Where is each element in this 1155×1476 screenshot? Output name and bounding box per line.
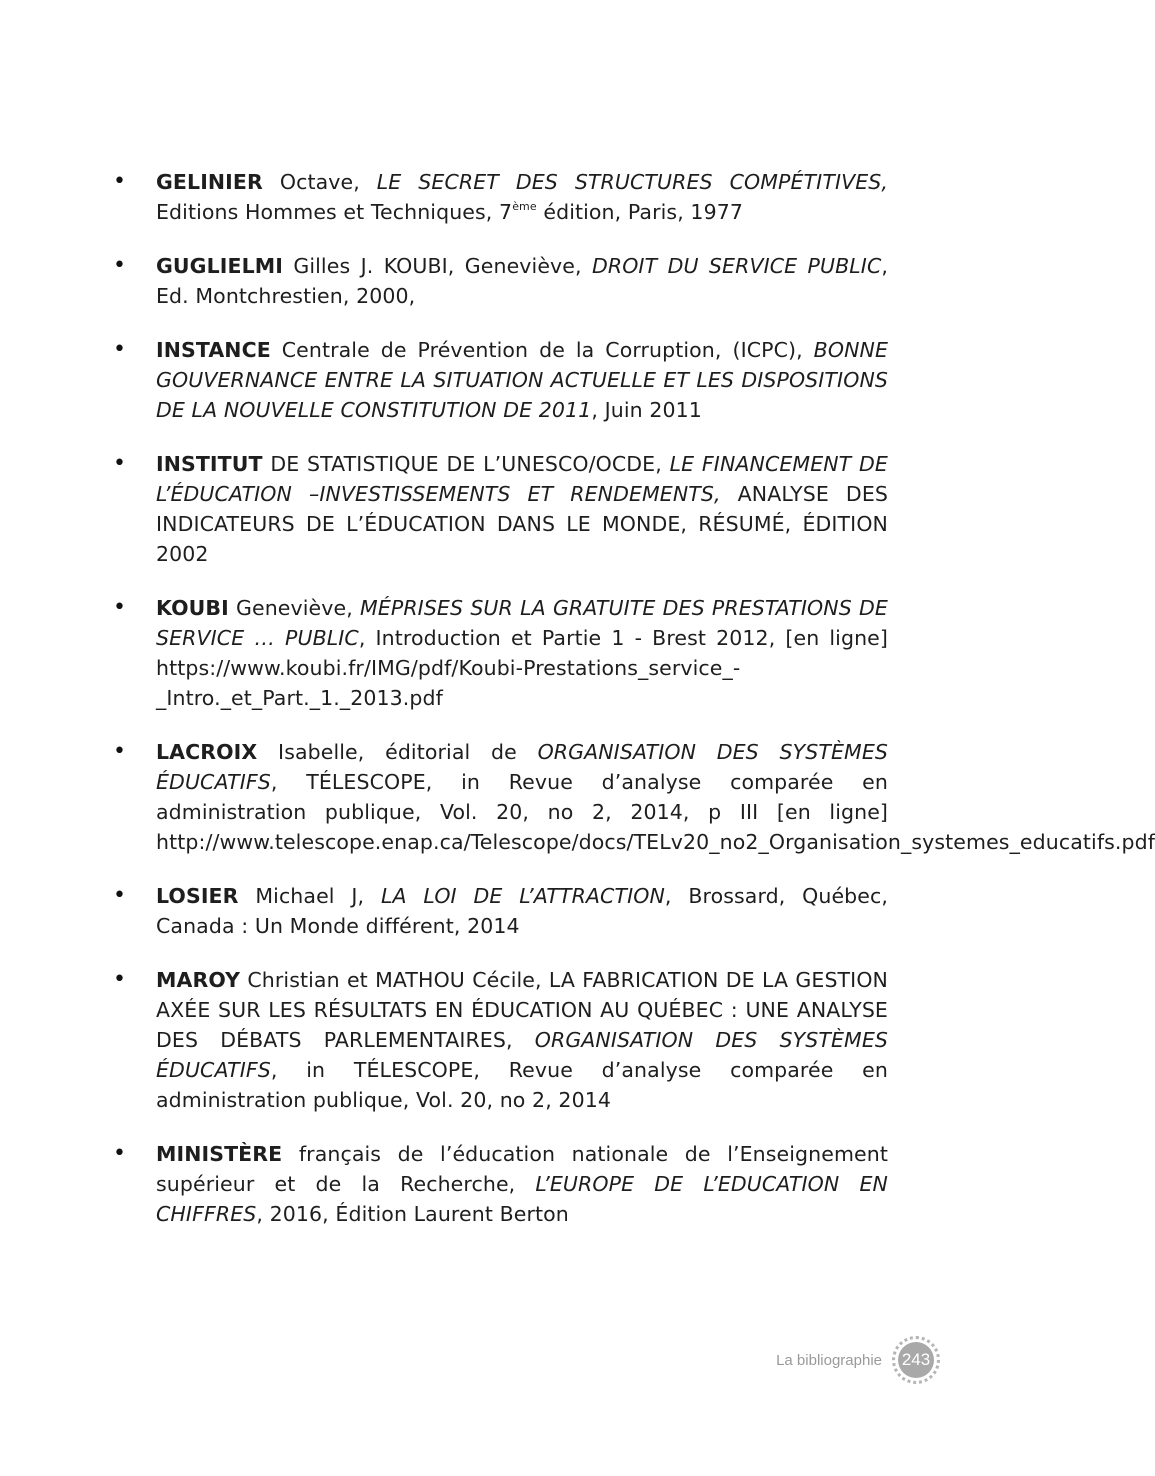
- entry-title: ORGANISATION DES SYSTÈMES ÉDUCATIFS: [156, 1028, 888, 1082]
- entry-title: LE FINANCEMENT DE L’ÉDUCATION –INVESTISSEMENTS ET RENDEMENTS,: [156, 452, 888, 506]
- entry-author: LOSIER: [156, 884, 239, 908]
- entry-text: Geneviève,: [228, 596, 361, 620]
- entry-author: KOUBI: [156, 596, 229, 620]
- bullet-icon: •: [113, 337, 127, 362]
- entry-text: Christian et MATHOU Cécile, LA FABRICATION DE LA GESTION AXÉE SUR LES RÉSULTATS EN ÉDUCATION AU QUÉBEC : UNE ANALYSE DES DÉBATS PARLEMENTAIRES,: [156, 968, 888, 1052]
- entry-text: Isabelle, éditorial de: [257, 740, 538, 764]
- bibliography-entry: [113, 335, 888, 425]
- bibliography-entry: [113, 167, 888, 227]
- entry-text: , Juin 2011: [591, 398, 702, 422]
- entry-text: Centrale de Prévention de la Corruption, (ICPC),: [270, 338, 814, 362]
- entry-text: Editions Hommes et Techniques, 7: [156, 200, 513, 224]
- entry-author: MINISTÈRE: [156, 1142, 283, 1166]
- entry-author: MAROY: [156, 968, 241, 992]
- entry-title: L’EUROPE DE L’EDUCATION EN CHIFFRES: [156, 1172, 888, 1226]
- entry-title: ORGANISATION DES SYSTÈMES ÉDUCATIFS: [156, 740, 888, 794]
- page-number: 243: [898, 1342, 934, 1378]
- entry-text: , TÉLESCOPE, in Revue d’analyse comparée en administration publique, Vol. 20, no 2, 2014, p III [en ligne] http://www.telescope.enap.ca/Telescope/docs/TELv20_no2_Organisation_systemes_educatifs.pdf: [156, 770, 1155, 854]
- bibliography-list: [113, 167, 1155, 1253]
- bullet-icon: •: [113, 967, 127, 992]
- entry-text: , Ed. Montchrestien, 2000,: [156, 254, 888, 308]
- section-label: La bibliographie: [776, 1351, 882, 1369]
- bullet-icon: •: [113, 451, 127, 476]
- entry-author: LACROIX: [156, 740, 258, 764]
- entry-text: Gilles J. KOUBI, Geneviève,: [282, 254, 592, 278]
- page-number-badge: [892, 1336, 940, 1384]
- entry-text: ANALYSE DES INDICATEURS DE L’ÉDUCATION DANS LE MONDE, RÉSUMÉ, ÉDITION 2002: [156, 482, 888, 566]
- entry-text: Michael J,: [238, 884, 381, 908]
- entry-author: INSTANCE: [156, 338, 271, 362]
- entry-author: INSTITUT: [156, 452, 263, 476]
- bullet-icon: •: [113, 739, 127, 764]
- entry-text: DE STATISTIQUE DE L’UNESCO/OCDE,: [262, 452, 670, 476]
- bullet-icon: •: [113, 1141, 127, 1166]
- entry-text: , 2016, Édition Laurent Berton: [256, 1202, 569, 1226]
- bullet-icon: •: [113, 883, 127, 908]
- entry-title: BONNE GOUVERNANCE ENTRE LA SITUATION ACTUELLE ET LES DISPOSITIONS DE LA NOUVELLE CONSTITUTION DE 2011: [156, 338, 888, 422]
- entry-text: , in TÉLESCOPE, Revue d’analyse comparée en administration publique, Vol. 20, no 2, 2014: [156, 1058, 888, 1112]
- bibliography-entry: [113, 881, 888, 941]
- page-footer: [776, 1336, 940, 1384]
- entry-superscript: ème: [512, 200, 537, 213]
- entry-title: MÉPRISES SUR LA GRATUITE DES PRESTATIONS DE SERVICE … PUBLIC: [156, 596, 888, 650]
- bibliography-entry: [113, 737, 1155, 857]
- bibliography-entry: [113, 593, 888, 713]
- entry-author: GUGLIELMI: [156, 254, 283, 278]
- entry-text: , Introduction et Partie 1 - Brest 2012, [en ligne] https://www.koubi.fr/IMG/pdf/Koubi-Prestations_service_-_Intro._et_Part._1._2013.pdf: [156, 626, 888, 710]
- entry-text: édition, Paris, 1977: [536, 200, 743, 224]
- entry-text: , Brossard, Québec, Canada : Un Monde différent, 2014: [156, 884, 888, 938]
- bibliography-entry: [113, 251, 888, 311]
- entry-author: GELINIER: [156, 170, 263, 194]
- bibliography-entry: [113, 449, 888, 569]
- bullet-icon: •: [113, 595, 127, 620]
- entry-text: Octave,: [262, 170, 377, 194]
- entry-title: DROIT DU SERVICE PUBLIC: [591, 254, 882, 278]
- entry-text: français de l’éducation nationale de l’Enseignement supérieur et de la Recherche,: [156, 1142, 888, 1196]
- bullet-icon: •: [113, 169, 127, 194]
- entry-title: LE SECRET DES STRUCTURES COMPÉTITIVES,: [376, 170, 888, 194]
- entry-title: LA LOI DE L’ATTRACTION: [380, 884, 665, 908]
- bibliography-entry: [113, 965, 888, 1115]
- bullet-icon: •: [113, 253, 127, 278]
- bibliography-entry: [113, 1139, 888, 1229]
